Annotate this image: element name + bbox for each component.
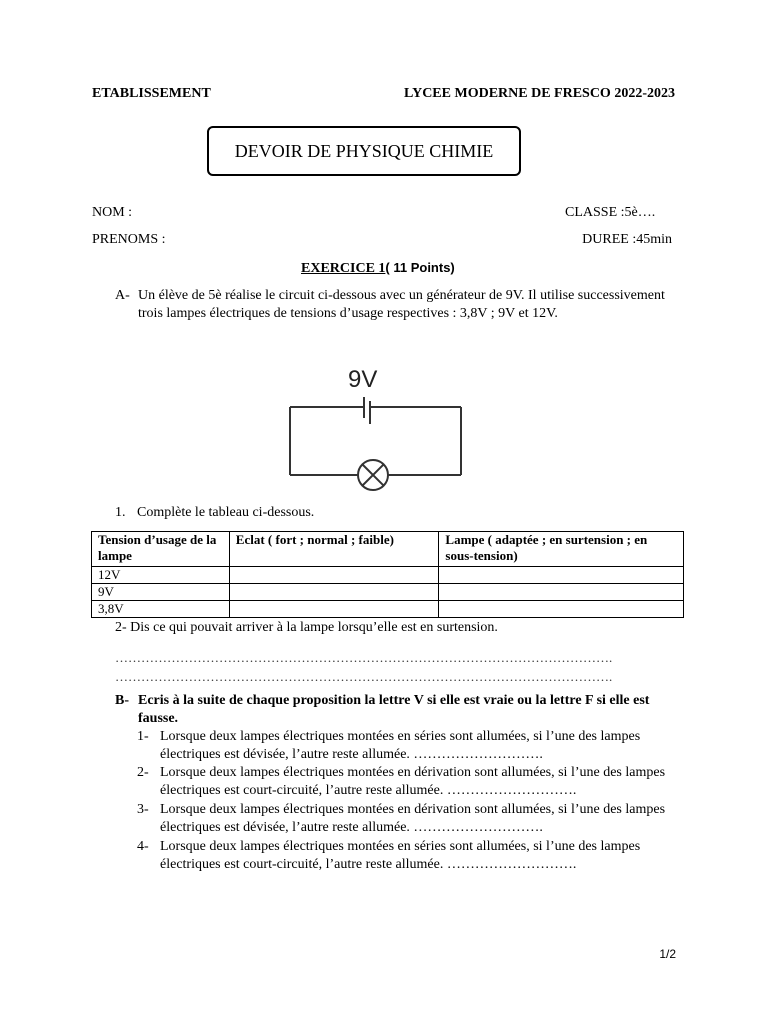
exercise-title (301, 260, 455, 277)
statement-item (137, 728, 685, 764)
table-header-cell: Lampe ( adaptée ; en surtension ; en sous-tension) (439, 532, 684, 567)
page-title: DEVOIR DE PHYSIQUE CHIMIE (207, 126, 521, 176)
classe-label: CLASSE :5è…. (565, 205, 656, 220)
voltage-label: 9V (348, 366, 378, 393)
statement-text: Lorsque deux lampes électriques montées en dérivation sont allumées, si l’une des lampes électriques est dévisée, l’autre reste allumée. ………………………. (160, 802, 666, 835)
circuit-diagram (282, 360, 472, 495)
part-b (115, 692, 685, 728)
table-cell-eclat[interactable] (229, 567, 439, 584)
statement-number: 3- (137, 802, 149, 817)
duree-label: DUREE :45min (582, 232, 672, 247)
statement-number: 2- (137, 765, 149, 780)
table-row (92, 567, 684, 584)
question-2: 2- Dis ce qui pouvait arriver à la lampe lorsqu’elle est en surtension. (115, 620, 498, 635)
table-cell-tension: 12V (92, 567, 230, 584)
exercise-title-text: EXERCICE 1 (301, 261, 386, 276)
answer-table (91, 531, 684, 618)
question-1 (115, 505, 314, 521)
prenoms-label: PRENOMS : (92, 232, 166, 247)
part-a-marker: A- (115, 288, 130, 303)
question-1-number: 1. (115, 505, 126, 520)
table-cell-tension: 3,8V (92, 601, 230, 618)
part-a (115, 287, 685, 323)
answer-dots-line-2[interactable]: ……………………………………………………………………………………………………. (115, 669, 613, 684)
table-header-row (92, 532, 684, 567)
nom-label: NOM : (92, 205, 133, 220)
statement-item (137, 764, 685, 800)
statement-text: Lorsque deux lampes électriques montées en séries sont allumées, si l’une des lampes électriques est dévisée, l’autre reste allumée. ………………………. (160, 729, 641, 762)
table-cell-lampe[interactable] (439, 584, 684, 601)
question-1-text: Complète le tableau ci-dessous. (137, 505, 315, 520)
table-row (92, 601, 684, 618)
table-header-cell: Eclat ( fort ; normal ; faible) (229, 532, 439, 567)
table-row (92, 584, 684, 601)
part-b-marker: B- (115, 693, 129, 708)
statement-text: Lorsque deux lampes électriques montées en séries sont allumées, si l’une des lampes électriques est court-circuité, l’autre reste allumée. ………………………. (160, 839, 641, 872)
page-number: 1/2 (659, 947, 676, 961)
table-cell-lampe[interactable] (439, 601, 684, 618)
statement-item (137, 801, 685, 837)
statement-text: Lorsque deux lampes électriques montées en dérivation sont allumées, si l’une des lampes électriques est court-circuité, l’autre reste allumée. ………………………. (160, 765, 666, 798)
part-a-text: Un élève de 5è réalise le circuit ci-dessous avec un générateur de 9V. Il utilise successivement trois lampes électriques de tensions d’usage respectives : 3,8V ; 9V et 12V. (138, 288, 665, 321)
exercise-points: ( 11 Points) (385, 260, 455, 275)
table-cell-eclat[interactable] (229, 584, 439, 601)
part-b-text: Ecris à la suite de chaque proposition la lettre V si elle est vraie ou la lettre F si elle est fausse. (138, 693, 650, 726)
table-cell-lampe[interactable] (439, 567, 684, 584)
statement-number: 4- (137, 839, 149, 854)
table-cell-tension: 9V (92, 584, 230, 601)
answer-dots-line-1[interactable]: ……………………………………………………………………………………………………. (115, 650, 613, 665)
statement-number: 1- (137, 729, 149, 744)
school-name-year: LYCEE MODERNE DE FRESCO 2022-2023 (404, 86, 675, 101)
table-header-cell: Tension d’usage de la lampe (92, 532, 230, 567)
school-label: ETABLISSEMENT (92, 86, 211, 101)
table-cell-eclat[interactable] (229, 601, 439, 618)
statement-item (137, 838, 685, 874)
